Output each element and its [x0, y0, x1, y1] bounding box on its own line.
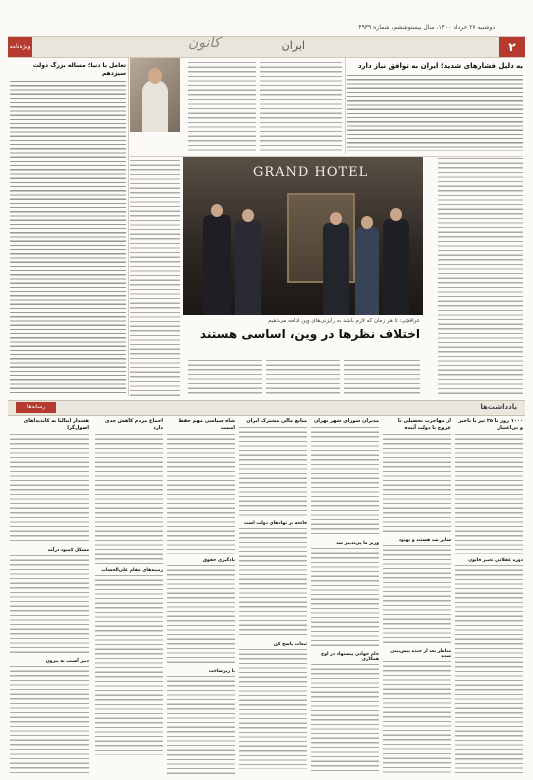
main-story-kicker: عراقچی: تا هر زمان که لازم باشد به رایزنی‌های وین ادامه می‌دهیم: [268, 318, 420, 324]
bottom-subhead: با زیرساخت: [208, 669, 235, 674]
page-header-bar: [8, 24, 525, 58]
bottom-headline: اجماع مردم کاهش جدی دارد: [104, 418, 163, 431]
bottom-text: [10, 434, 89, 544]
issue-line: دوشنبه ۲۷ خرداد ۱۴۰۰، سال بیستوششم، شماره ۴۹۳۹: [358, 24, 495, 31]
main-story-column-3: [266, 360, 340, 396]
bottom-subhead: دوره عقلانی تغییر قانون: [468, 558, 523, 563]
person-figure: [235, 220, 261, 315]
bottom-subhead: فاتحه بر نهادهای دولت است: [244, 521, 307, 526]
portrait-photo: [130, 58, 180, 132]
person-figure: [383, 219, 409, 315]
portrait-face: [148, 68, 162, 84]
bottom-text: [95, 434, 163, 564]
person-head: [330, 212, 342, 225]
center-top-column-a: [188, 62, 256, 154]
bottom-subhead: تبعات پاسخ کن: [273, 642, 307, 647]
bottom-subhead: دبیر آسیب به بیرون: [45, 659, 89, 664]
left-column: [10, 62, 126, 396]
bottom-column-1: [455, 418, 523, 774]
bottom-subhead: یادگیری حقوق: [203, 558, 235, 563]
main-photo: [183, 157, 423, 315]
right-column-text: [438, 158, 523, 394]
bottom-headline: از مهاجرت تحصیلی تا عروج با دولت آینده: [397, 418, 451, 431]
newspaper-logo: کانون: [188, 35, 221, 51]
bottom-text: [167, 565, 235, 665]
left-column-headline: تعامل با دنیا؛ مساله بزرگ دولت سیزدهم: [32, 62, 126, 77]
section-strip: [8, 400, 525, 416]
person-head: [390, 208, 402, 221]
bottom-text: [167, 676, 235, 774]
bottom-text: [383, 661, 451, 774]
lead-body-text: [347, 75, 523, 151]
bottom-column-7: [10, 418, 89, 774]
bottom-column-5: [167, 418, 235, 774]
bottom-text: [455, 565, 523, 774]
bottom-text: [311, 548, 379, 648]
strip-badge: رسانه‌ها: [16, 402, 56, 413]
main-story-headline: اختلاف نظرها در وین، اساسی هستند: [199, 327, 420, 341]
bottom-text: [311, 427, 379, 537]
main-story-column-4: [344, 360, 420, 396]
bottom-text: [95, 575, 163, 755]
person-head: [361, 216, 373, 229]
left-tag: ویژه‌نامه: [8, 37, 32, 57]
bottom-text: [383, 434, 451, 534]
bottom-subhead: سایر شد هستند و بهبود: [398, 538, 451, 543]
strip-title: یادداشت‌ها: [480, 403, 517, 411]
bottom-subhead: مناظر بعد از خنده پیش‌بینی شده: [390, 649, 451, 659]
page-number: ۲: [499, 37, 525, 57]
left-column-text: [10, 81, 126, 396]
bottom-column-4: [239, 418, 307, 774]
main-story-column-1: [130, 160, 180, 396]
hotel-sign: GRAND HOTEL: [253, 165, 369, 180]
bottom-subhead: زمینه‌های مقام علی‌الحساب: [101, 568, 163, 573]
bottom-subhead: وزیر ما پی‌تدبیر شد: [336, 541, 379, 546]
lead-story: [347, 62, 523, 154]
center-top-column-b: [260, 62, 342, 154]
person-figure: [323, 223, 349, 315]
bottom-column-6: [95, 418, 163, 774]
bottom-text: [311, 664, 379, 774]
portrait-figure: [142, 80, 168, 132]
bottom-text: [239, 649, 307, 769]
bottom-subhead: جام جهانی پیشنهاد در اوج همکاری: [320, 652, 379, 662]
person-head: [211, 204, 223, 217]
person-head: [242, 209, 254, 222]
section-label: ایران: [281, 39, 305, 52]
bottom-text: [10, 666, 89, 774]
person-figure: [203, 215, 231, 315]
column-divider: [128, 58, 129, 396]
bottom-headline: هشدار ایتالیا به کاندیداهای اصول‌گرا: [23, 418, 89, 431]
column-divider: [345, 58, 346, 154]
bottom-text: [455, 434, 523, 554]
bottom-headline: مدیران شورای شهر تهران: [314, 418, 379, 424]
bottom-text: [10, 555, 89, 655]
bottom-column-3: [311, 418, 379, 774]
lead-headline: به دلیل فشارهای شدید؛ ایران به توافق نیاز دارد: [357, 62, 523, 70]
bottom-subhead: مشکل کمبود درآمد: [47, 548, 89, 553]
bottom-text: [167, 434, 235, 554]
bottom-headline: شاه سیاسی مهم حفظ امنیت: [178, 418, 235, 431]
bottom-column-2: [383, 418, 451, 774]
main-story-heading: [188, 318, 420, 358]
row-divider: [130, 156, 523, 157]
bottom-text: [239, 427, 307, 517]
person-figure: [355, 227, 379, 315]
bottom-headline: منابع مالی مشترک ایران: [246, 418, 307, 424]
bottom-headline: ۱۰۰۰ روز تا ۲۵ تیر با تاخیر و بی‌اعتبار: [458, 418, 523, 431]
bottom-text: [239, 528, 307, 638]
bottom-text: [383, 545, 451, 645]
main-story-column-2: [188, 360, 262, 396]
